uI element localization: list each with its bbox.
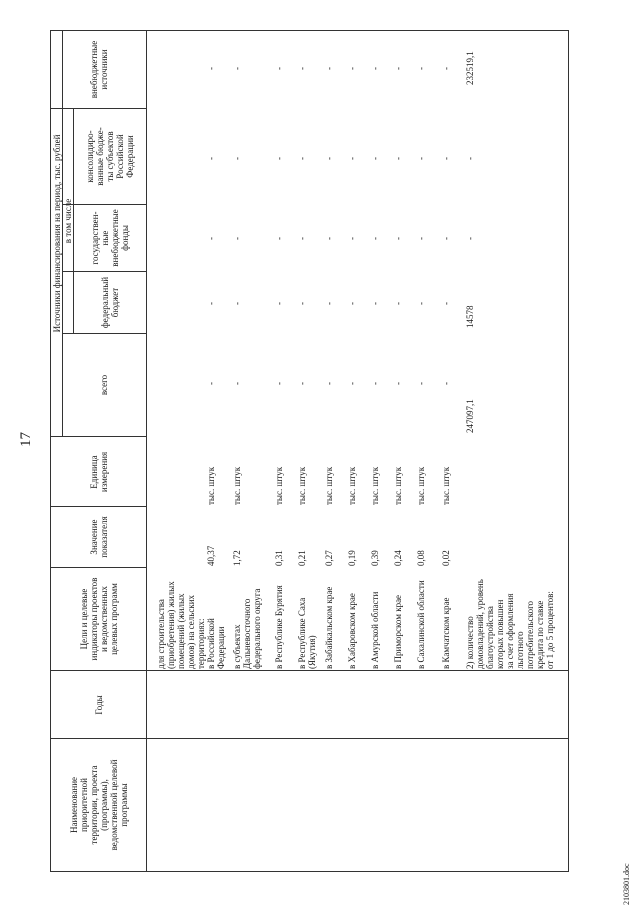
consolidated-cell: -	[274, 157, 284, 160]
goal-text: в Сахалинской области	[416, 580, 426, 669]
federal-cell: -	[393, 302, 403, 305]
total-cell: -	[324, 382, 334, 385]
consolidated-cell: -	[465, 157, 475, 160]
header-bottom-divider	[146, 30, 147, 872]
consolidated-cell: -	[441, 157, 451, 160]
unit-cell: тыс. штук	[416, 466, 426, 505]
table-border-left	[50, 871, 568, 872]
total-cell: -	[297, 382, 307, 385]
column-divider-unit	[50, 506, 146, 507]
unit-cell: тыс. штук	[370, 466, 380, 505]
indicator-value: 0,19	[347, 550, 357, 566]
extra-cell: -	[441, 67, 451, 70]
extra-cell: -	[206, 67, 216, 70]
header-consolidated-budgets: консолидиро- ванные бюдже- ты субъектов Российской Федерации	[85, 127, 135, 186]
unit-cell: тыс. штук	[274, 466, 284, 505]
goal-text: в Приморском крае	[393, 594, 403, 669]
funds-cell: -	[347, 237, 357, 240]
federal-cell: -	[324, 302, 334, 305]
funds-cell: -	[416, 237, 426, 240]
goal-text: в Камчатском крае	[441, 597, 451, 669]
consolidated-cell: -	[393, 157, 403, 160]
extra-cell: 232519,1	[465, 51, 475, 85]
indicator-value: 0,02	[441, 550, 451, 566]
indicator-value: 0,27	[324, 550, 334, 566]
goal-text: в Забайкальском крае	[324, 586, 334, 669]
total-cell: -	[416, 382, 426, 385]
unit-cell: тыс. штук	[441, 466, 451, 505]
funds-cell: -	[206, 237, 216, 240]
header-including: в том числе	[63, 198, 73, 244]
total-cell: 247097,1	[465, 399, 475, 433]
page-number: 17	[18, 432, 34, 447]
unit-cell: тыс. штук	[324, 466, 334, 505]
header-unit: Единица измерения	[89, 451, 109, 493]
indicator-value: 0,08	[416, 550, 426, 566]
funds-cell: -	[370, 237, 380, 240]
unit-cell: тыс. штук	[232, 466, 242, 505]
column-divider-extra	[50, 108, 146, 109]
federal-cell: -	[232, 302, 242, 305]
total-cell: -	[441, 382, 451, 385]
header-years: Годы	[94, 695, 104, 715]
total-cell: -	[232, 382, 242, 385]
federal-cell: -	[370, 302, 380, 305]
goal-text: в субъектах Дальневосточного федерального округа	[232, 588, 262, 669]
funds-cell: -	[441, 237, 451, 240]
goal-text: в Республике Саха (Якутия)	[297, 597, 317, 669]
total-cell: -	[370, 382, 380, 385]
table-border-bottom	[568, 30, 569, 872]
unit-cell: тыс. штук	[393, 466, 403, 505]
funds-cell: -	[393, 237, 403, 240]
federal-cell: -	[416, 302, 426, 305]
header-federal-budget: федеральный бюджет	[100, 276, 120, 329]
header-goals: Цели и целевые индикаторы проектов и ведомственных целевых программ	[79, 577, 119, 661]
extra-cell: -	[297, 67, 307, 70]
federal-cell: -	[297, 302, 307, 305]
funds-cell: -	[297, 237, 307, 240]
column-divider-federal	[62, 333, 146, 334]
goal-text: для строительства (приобретения) жилых помещений (жилых домов) на сельских территориях:	[156, 581, 206, 669]
extra-cell: -	[324, 67, 334, 70]
goal-text: в Российской Федерации	[206, 618, 226, 669]
federal-cell: -	[274, 302, 284, 305]
consolidated-cell: -	[297, 157, 307, 160]
funds-cell: -	[324, 237, 334, 240]
header-name: Наименование приоритетной территории, проекта (программы), ведомственной целевой программы	[69, 759, 129, 851]
goal-text: в Республике Бурятия	[274, 585, 284, 669]
column-divider-consolidated	[62, 204, 146, 205]
unit-cell: тыс. штук	[347, 466, 357, 505]
extra-cell: -	[416, 67, 426, 70]
consolidated-cell: -	[324, 157, 334, 160]
federal-cell: -	[441, 302, 451, 305]
column-divider-value	[50, 567, 146, 568]
unit-cell: тыс. штук	[297, 466, 307, 505]
funds-cell: -	[232, 237, 242, 240]
indicator-value: 0,21	[297, 550, 307, 566]
extra-cell: -	[370, 67, 380, 70]
total-cell: -	[347, 382, 357, 385]
goal-text: в Амурской области	[370, 591, 380, 669]
federal-cell: 14578	[465, 305, 475, 328]
extra-cell: -	[347, 67, 357, 70]
funds-cell: -	[274, 237, 284, 240]
header-total: всего	[99, 374, 109, 396]
total-cell: -	[393, 382, 403, 385]
header-value: Значение показателя	[89, 516, 109, 558]
consolidated-cell: -	[232, 157, 242, 160]
extra-cell: -	[393, 67, 403, 70]
indicator-value: 0,31	[274, 550, 284, 566]
including-header-divider	[73, 108, 74, 334]
total-cell: -	[274, 382, 284, 385]
indicator-value: 0,24	[393, 550, 403, 566]
extra-cell: -	[232, 67, 242, 70]
goal-text: 2) количество домовладений, уровень благоустройства которых повышен за счет оформления льготного потребительского кредита по ставке от 1 до 5 процентов:	[465, 579, 555, 669]
footer-filename: 2103801.doc	[622, 863, 631, 905]
unit-cell: тыс. штук	[206, 466, 216, 505]
consolidated-cell: -	[416, 157, 426, 160]
total-cell: -	[206, 382, 216, 385]
column-divider-years	[50, 738, 568, 739]
header-sources: Источники финансирования на период, тыс. рублей	[51, 134, 62, 333]
federal-cell: -	[347, 302, 357, 305]
table-border-right	[50, 30, 568, 31]
column-divider-goals	[50, 670, 568, 671]
indicator-value: 40,37	[206, 545, 216, 566]
header-extrabudgetary: внебюджетные источники	[89, 40, 109, 99]
consolidated-cell: -	[206, 157, 216, 160]
federal-cell: -	[206, 302, 216, 305]
funds-cell: -	[465, 237, 475, 240]
goal-text: в Хабаровском крае	[347, 593, 357, 669]
column-divider-funds	[62, 271, 146, 272]
consolidated-cell: -	[370, 157, 380, 160]
extra-cell: -	[274, 67, 284, 70]
indicator-value: 1,72	[232, 550, 242, 566]
column-divider-sources	[50, 436, 146, 437]
header-state-offbudget-funds: государствен- ные внебюджетные фонды	[90, 209, 130, 267]
indicator-value: 0,39	[370, 550, 380, 566]
consolidated-cell: -	[347, 157, 357, 160]
